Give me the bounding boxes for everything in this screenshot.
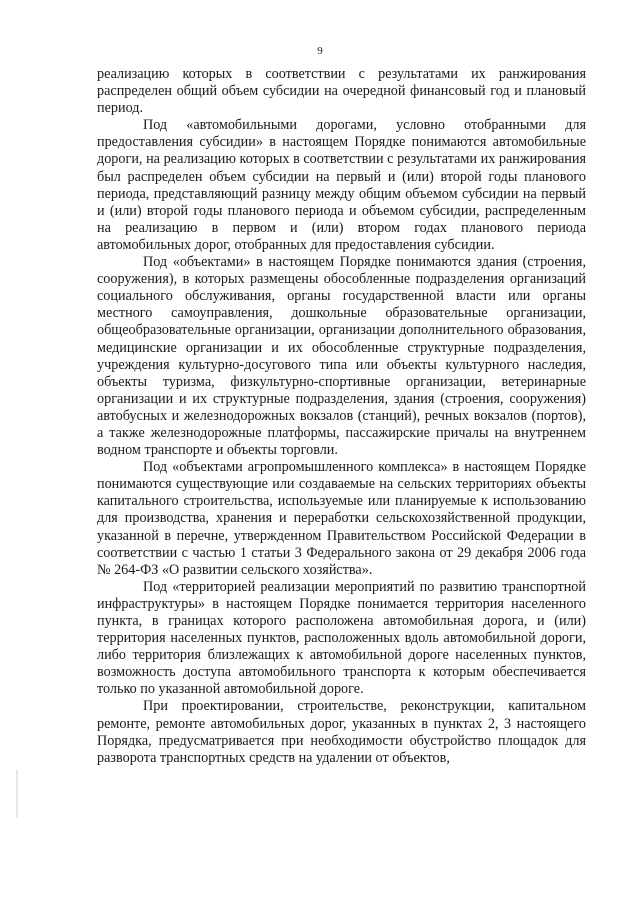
paragraph-continuation: реализацию которых в соответствии с результатами их ранжирования распределен общий объем субсидии на очередной финансовый год и плановый период. [97, 66, 586, 117]
paragraph-territory-definition: Под «территорией реализации мероприятий по развитию транспортной инфраструктуры» в настоящем Порядке понимается территория населенного пункта, в границах которого расположена автомобильная дорога, и (или) территория населенных пунктов, расположенных вдоль автомобильной дороги, либо территория близлежащих к автомобильной дороге населенных пунктов, возможность доступа автомобильного транспорта к которым обеспечивается только по указанной автомобильной дороге. [97, 578, 586, 698]
document-body [97, 66, 586, 767]
scan-margin-mark [16, 770, 18, 818]
page-number: 9 [317, 45, 323, 57]
paragraph-agro-objects-definition: Под «объектами агропромышленного комплекса» в настоящем Порядке понимаются существующие или создаваемые на сельских территориях объекты капитального строительства, используемые или планируемые к использованию для производства, хранения и переработки сельскохозяйственной продукции, указанной в перечне, утвержденном Правительством Российской Федерации в соответствии с частью 1 статьи 3 Федерального закона от 29 декабря 2006 года № 264-ФЗ «О развитии сельского хозяйства». [97, 459, 586, 578]
paragraph-objects-definition: Под «объектами» в настоящем Порядке понимаются здания (строения, сооружения), в которых размещены обособленные подразделения организаций социального обслуживания, органы государственной власти или органы местного самоуправления, дошкольные образовательные организации, общеобразовательные организации, организации дополнительного образования, медицинские организации и их обособленные структурные подразделения, учреждения культурно-досугового типа или объекты культурного наследия, объекты туризма, физкультурно-спортивные организации, ветеринарные организации и их структурные подразделения, здания (строения, сооружения) автобусных и железнодорожных вокзалов (станций), речных вокзалов (портов), а также железнодорожные платформы, пассажирские причалы на внутреннем водном транспорте и объекты торговли. [97, 254, 586, 459]
paragraph-roads-definition: Под «автомобильными дорогами, условно отобранными для предоставления субсидии» в настоящем Порядке понимаются автомобильные дороги, на реализацию которых в соответствии с результатами их ранжирования был распределен объем субсидии на первый и (или) второй годы планового периода, представляющий разницу между общим объемом субсидии на первый и (или) второй годы планового периода и объемом субсидии, распределенным на реализацию в первом и (или) втором годах планового периода автомобильных дорог, отобранных для предоставления субсидии. [97, 117, 586, 253]
paragraph-design-construction: При проектировании, строительстве, реконструкции, капитальном ремонте, ремонте автомобильных дорог, указанных в пунктах 2, 3 настоящего Порядка, предусматривается при необходимости обустройство площадок для разворота транспортных средств на удалении от объектов, [97, 698, 586, 766]
